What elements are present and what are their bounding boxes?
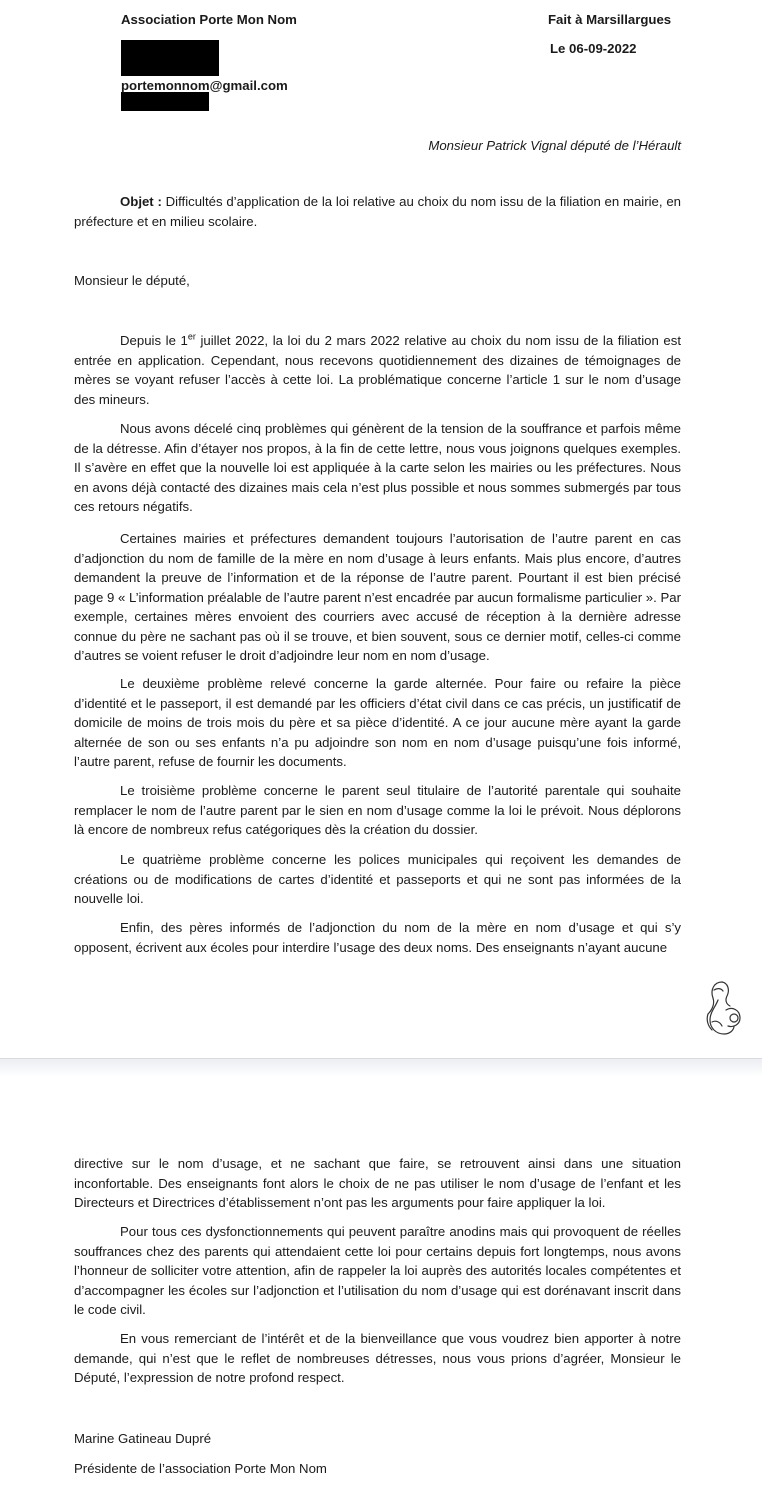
paragraph-8: directive sur le nom d’usage, et ne sachant que faire, se retrouvent ainsi dans une situation inconfortable. Des enseignants font alors le choix de ne pas utiliser le nom d’usage de l’enfant et les Directeurs et Directrices d’établissement n’ont pas les arguments pour faire appliquer la loi. — [74, 1156, 681, 1210]
p1-start: Depuis le 1 — [120, 333, 188, 348]
mother-and-child-logo-icon — [700, 976, 748, 1042]
paragraph-4: Le deuxième problème relevé concerne la garde alternée. Pour faire ou refaire la pièce d’identité et le passeport, il est demandé par les officiers d’état civil dans ce cas précis, un justificatif de domicile de moins de trois mois du père et sa pièce d’identité. A ce jour aucune mère ayant la garde alternée de son ou ses enfants n’a pu adjoindre son nom en nom d’usage puisqu’une fois informé, l’autre parent, refuse de fournir les documents. — [74, 676, 681, 769]
page-break-divider — [0, 1058, 762, 1077]
paragraph-5: Le troisième problème concerne le parent seul titulaire de l’autorité parentale qui souhaite remplacer le nom de l’autre parent par le sien en nom d’usage comme la loi le prévoit. Nous déplorons là encore de nombreux refus catégoriques dès la création du dossier. — [74, 783, 681, 837]
paragraph-10: En vous remerciant de l’intérêt et de la bienveillance que vous voudrez bien apporter à notre demande, qui n’est que le reflet de nombreuses détresses, nous vous prions d’agréer, Monsieur le Député, l’expression de notre profond respect. — [74, 1331, 681, 1385]
paragraph-1 — [74, 331, 681, 409]
paragraph-9: Pour tous ces dysfonctionnements qui peuvent paraître anodins mais qui provoquent de réelles souffrances chez des parents qui attendaient cette loi pour certains depuis fort longtemps, nous avons l’honneur de solliciter votre attention, afin de rappeler la loi auprès des autorités locales compétentes et d’accompagner les écoles sur l’adjonction et l’utilisation du nom d’usage qui est dorénavant inscrit dans le code civil. — [74, 1224, 681, 1317]
date-line: Le 06-09-2022 — [550, 41, 637, 56]
subject-line — [74, 192, 681, 231]
subject-label: Objet : — [120, 194, 162, 209]
email-address: portemonnom@gmail.com — [121, 78, 288, 93]
paragraph-7: Enfin, des pères informés de l’adjonction du nom de la mère en nom d’usage et qui s’y opposent, écrivent aux écoles pour interdire l’usage des deux noms. Des enseignants n’ayant aucune — [74, 920, 681, 955]
place-line: Fait à Marsillargues — [548, 12, 672, 27]
redaction-block — [121, 40, 219, 76]
p1-sup: er — [187, 331, 196, 342]
p1-rest: juillet 2022, la loi du 2 mars 2022 relative au choix du nom issu de la filiation est entrée en application. Cependant, nous recevons quotidiennement des dizaines de témoignages de mères se voyant refuser l’accès à cette loi. La problématique concerne l’article 1 sur le nom d’usage des mineurs. — [74, 333, 681, 407]
paragraph-3: Certaines mairies et préfectures demandent toujours l’autorisation de l’autre parent en cas d’adjonction du nom de famille de la mère en nom d’usage à leurs enfants. Mais plus encore, d’autres demandent la preuve de l’information et de la réponse de l’autre parent. Pourtant il est bien précisé page 9 « L’information préalable de l’autre parent n’est encadrée par aucun formalisme particulier ». Par exemple, certaines mères envoient des courriers avec accusé de réception à la dernière adresse connue du père ne sachant pas où il se trouve, et bien souvent, sous ce dernier motif, celles-ci comme d’autres se voient refuser le droit d’adjoindre leur nom en nom d’usage. — [74, 531, 681, 663]
salutation: Monsieur le député, — [74, 273, 190, 288]
recipient-line: Monsieur Patrick Vignal député de l’Hérault — [428, 138, 681, 153]
paragraph-6: Le quatrième problème concerne les polices municipales qui reçoivent les demandes de créations ou de modifications de cartes d’identité et passeports et qui ne sont pas informées de la nouvelle loi. — [74, 852, 681, 906]
signatory-role: Présidente de l’association Porte Mon Nom — [74, 1461, 327, 1476]
paragraph-2: Nous avons décelé cinq problèmes qui génèrent de la tension de la souffrance et parfois même de la détresse. Afin d’étayer nos propos, à la fin de cette lettre, nous vous joignons quelques exemples. Il s’avère en effet que la nouvelle loi est appliquée à la carte selon les mairies ou les préfectures. Nous en avons déjà contacté des dizaines mais cela n’est plus possible et nous sommes submergés par tous ces retours négatifs. — [74, 421, 681, 514]
subject-text: Difficultés d’application de la loi relative au choix du nom issu de la filiation en mairie, en préfecture et en milieu scolaire. — [74, 194, 682, 229]
signatory-name: Marine Gatineau Dupré — [74, 1431, 212, 1446]
association-name: Association Porte Mon Nom — [121, 12, 297, 27]
